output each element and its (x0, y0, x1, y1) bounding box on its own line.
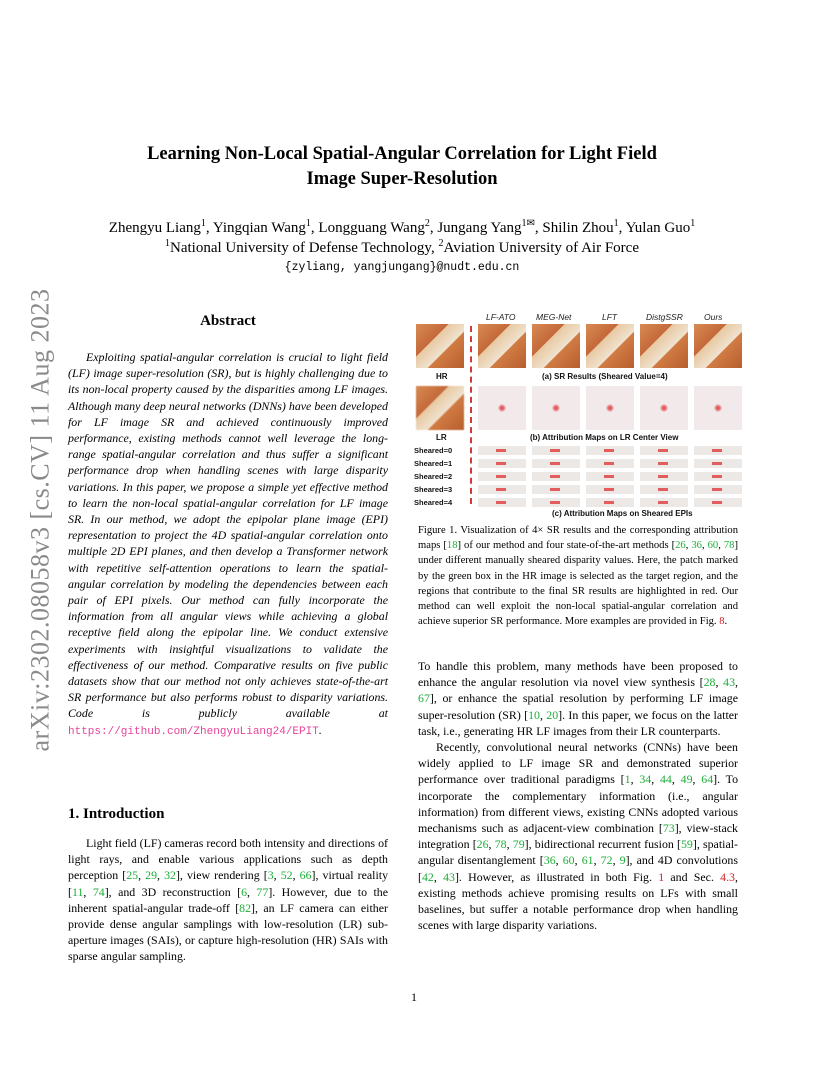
intro-body-right: To handle this problem, many methods have been proposed to enhance the angular resolution via novel view synthesis [28, 43, 67], or enhance the spatial resolution by performing LF image super-resolution (SR) [10, 20]. In this paper, we focus on the latter task, i.e., generating HR LF images from their LR counterparts. Recently, convolutional neural networks (CNNs) have been widely applied to LF image SR and demonstrated superior performance over traditional paradigms [1, 34, 44, 49, 64]. To incorporate the complementary information (i.e., angular information) from different views, existing CNNs adopted various mechanisms such as adjacent-view combination [73], view-stack integration [26, 78, 79], bidirectional recurrent fusion [59], spatial-angular disentanglement [36, 60, 61, 72, 9], and 4D convolutions [42, 43]. However, as illustrated in both Fig. 1 and Sec. 4.3, existing methods achieve promising results on LFs with small baselines, but suffer a notable performance drop when handling scenes with large disparity variations. (418, 659, 739, 933)
epi-map (532, 498, 580, 507)
epi-map (640, 459, 688, 468)
sheared-label: Sheared=4 (414, 498, 453, 507)
sheared-label: Sheared=2 (414, 472, 453, 481)
epi-map (478, 459, 526, 468)
intro-body: Light field (LF) cameras record both intensity and directions of light rays, and enable various applications such as depth perception [25, 29, 32], view rendering [3, 52, 66], virtual reality [11, 74], and 3D reconstruction [6, 77]. However, due to the inherent spatial-angular trade-off [82], an LF camera can either provide dense angular samplings with low-resolution (LR) sub-aperture images (SAIs), or capture high-resolution (HR) SAIs with sparse angular sampling. (68, 836, 389, 964)
method-label: LF-ATO (486, 312, 516, 322)
epi-map (532, 472, 580, 481)
method-label: DistgSSR (646, 312, 683, 322)
sheared-label: Sheared=1 (414, 459, 453, 468)
epi-map (694, 459, 742, 468)
hr-label: HR (436, 372, 448, 381)
attribution-map (532, 386, 580, 430)
abstract-heading: Abstract (200, 313, 256, 329)
paper-title: Learning Non-Local Spatial-Angular Correlation for Light Field Image Super-Resolution (147, 144, 657, 189)
attribution-map (478, 386, 526, 430)
email: {zyliang, yangjungang}@nudt.edu.cn (284, 261, 520, 274)
epi-map (532, 459, 580, 468)
sr-patch (640, 324, 688, 368)
sr-patch (586, 324, 634, 368)
epi-map (532, 446, 580, 455)
sheared-label: Sheared=3 (414, 485, 453, 494)
hr-patch (416, 324, 464, 368)
epi-map (586, 459, 634, 468)
epi-map (586, 472, 634, 481)
epi-map (640, 498, 688, 507)
sr-patch (478, 324, 526, 368)
epi-map (694, 446, 742, 455)
abstract-body: Exploiting spatial-angular correlation is crucial to light field (LF) image super-resolution (SR), but is highly challenging due to its non-local property caused by the disparities among LF images. Although many deep neural networks (DNNs) have been developed for LF image SR and achieved continuously improved performance, existing methods cannot well leverage the long-range spatial-angular correlation and thus suffer a significant performance drop when handling scenes with large disparity variations. In this paper, we propose a simple yet effective method to learn the non-local spatial-angular correlation for LF image SR. In our method, we adopt the epipolar plane image (EPI) representation to project the 4D spatial-angular correlation onto multiple 2D EPI planes, and then develop a Transformer network with repetitive self-attention operations to learn the spatial-angular correlation by modeling the dependencies between each pair of EPI pixels. Our method can fully incorporate the information from all angular views while achieving a global receptive field along the epipolar line. We conduct extensive experiments with insightful visualizations to validate the effectiveness of our method. Comparative results on five public datasets show that our method not only achieves state-of-the-art SR performance but also performs robust to disparity variations. Code is publicly available at https://github.com/ZhengyuLiang24/EPIT. (68, 350, 388, 738)
method-label: Ours (704, 312, 723, 322)
author-name: Longguang Wang (318, 220, 425, 236)
epi-map (478, 446, 526, 455)
epi-map (586, 498, 634, 507)
author-name: Jungang Yang (437, 220, 522, 236)
epi-map (478, 498, 526, 507)
author-name: Yulan Guo (625, 220, 691, 236)
sr-patch (532, 324, 580, 368)
author-name: Shilin Zhou (542, 220, 614, 236)
subfigure-a-label: (a) SR Results (Sheared Value=4) (542, 372, 668, 381)
epi-map (586, 446, 634, 455)
attribution-map (586, 386, 634, 430)
intro-heading: 1. Introduction (68, 806, 165, 822)
epi-map (640, 485, 688, 494)
page-number: 1 (411, 990, 417, 1004)
epi-map (586, 485, 634, 494)
author-list: Zhengyu Liang$^1$, Yingqian Wang$^1$, Longguang Wang$^2$, Jungang Yang$^{1✉}$, Shilin Zhou$^1$, Yulan Guo$^1$ (108, 218, 696, 236)
epi-map (640, 446, 688, 455)
author-name: Yingqian Wang (212, 220, 306, 236)
method-label: LFT (602, 312, 618, 322)
epi-map (694, 498, 742, 507)
affiliations: $^1$National University of Defense Technology, $^2$Aviation University of Air Force (165, 238, 639, 256)
divider-line (470, 326, 472, 504)
epi-map (478, 472, 526, 481)
lr-patch (416, 386, 464, 430)
author-name: Zhengyu Liang (108, 220, 201, 236)
attribution-map (640, 386, 688, 430)
arxiv-stamp: arXiv:2302.08058v3 [cs.CV] 11 Aug 2023 (25, 288, 54, 752)
epi-map (640, 472, 688, 481)
epi-map (478, 485, 526, 494)
attribution-map (694, 386, 742, 430)
method-label: MEG-Net (536, 312, 572, 322)
subfigure-c-label: (c) Attribution Maps on Sheared EPIs (552, 509, 693, 518)
subfigure-b-label: (b) Attribution Maps on LR Center View (530, 433, 679, 442)
figure-caption: Figure 1. Visualization of 4× SR results and the corresponding attribution maps [18] of our method and four state-of-the-art methods [26, 36, 60, 78] under different manually sheared disparity values. Here, the patch marked by the green box in the HR image is selected as the target region, and the regions that contribute to the final SR results are highlighted in red. Our method can well exploit the non-local spatial-angular correlation and achieve superior SR performance. More examples are provided in Fig. 8. (418, 525, 738, 628)
sheared-label: Sheared=0 (414, 446, 453, 455)
lr-label: LR (436, 433, 447, 442)
epi-map (694, 472, 742, 481)
figure-1 (412, 312, 742, 518)
epi-map (694, 485, 742, 494)
code-link[interactable]: https://github.com/ZhengyuLiang24/EPIT (68, 725, 319, 738)
sr-patch (694, 324, 742, 368)
epi-map (532, 485, 580, 494)
